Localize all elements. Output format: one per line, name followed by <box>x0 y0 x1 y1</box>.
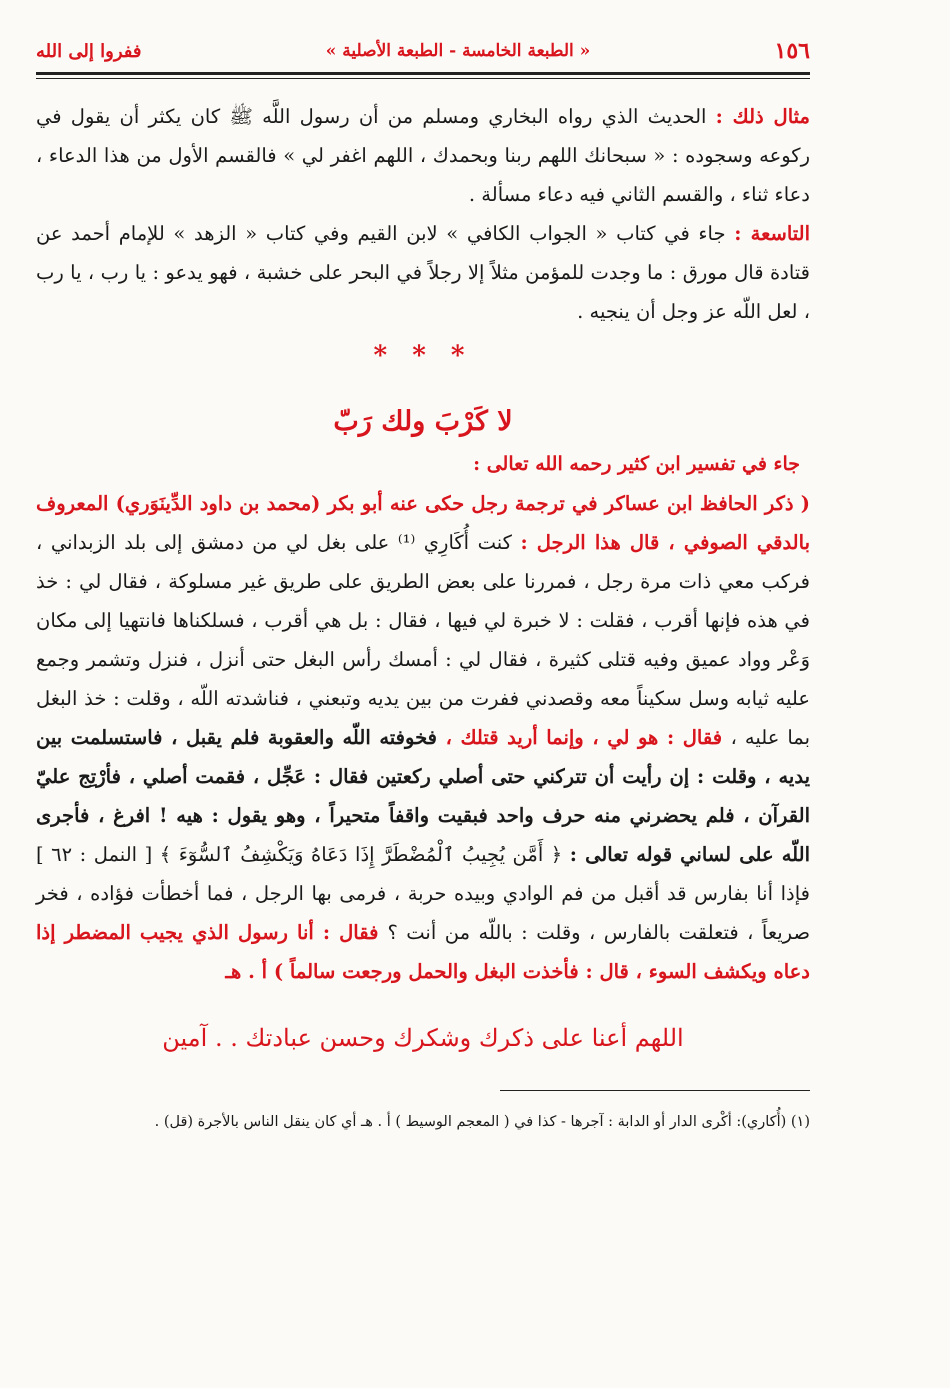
quran-verse: ﴿ أَمَّن يُجِيبُ ٱلْمُضْطَرَّ إِذَا دَعَاهُ وَيَكْشِفُ ٱلسُّوٓءَ ﴾ [ النمل : ٦٢ ] <box>36 843 570 866</box>
example-paragraph <box>36 97 810 214</box>
example-label: مثال ذلك : <box>715 105 810 128</box>
book-title: ففروا إلى الله <box>36 40 142 62</box>
header-rule-thin <box>36 78 810 79</box>
page-number: ١٥٦ <box>774 38 810 64</box>
page-header <box>36 34 810 68</box>
ninth-text: جاء في كتاب « الجواب الكافي » لابن القيم وفي كتاب « الزهد » للإمام أحمد عن قتادة قال مورق : ما وجدت للمؤمن مثلاً إلا رجلاً في البحر على خشبة ، فهو يدعو : يا رب ، يا رب ، لعل اللّه عز وجل أن ينجيه . <box>36 222 810 323</box>
footnote-rule <box>500 1090 810 1091</box>
story-text: كنت أُكَارِي ⁽¹⁾ على بغل لي من دمشق إلى بلد الزبداني ، فركب معي ذات مرة رجل ، فمررنا على بعض الطريق على طريق غير مسلوكة ، فقال لي : خذ في هذه فإنها أقرب ، فقلت : لا خبرة لي فيها ، فقال : بل هي أقرب ، فسلكناها فانتهيا إلى مكان وَعْر وواد عميق وفيه قتلى كثيرة ، فقال لي : أمسك رأس البغل حتى أنزل ، فنزل وتشمر وجمع عليه ثيابه وسل سكيناً معه وقصدني ففرت من بين يديه وتبعني ، فناشدته اللّه ، وقلت : خذ البغل بما عليه ، <box>36 531 810 749</box>
separator-stars: * * * <box>373 341 473 371</box>
footnote: (١) (أُكاري): أكْرى الدار أو الدابة : آجرها - كذا في ( المعجم الوسيط ) أ . هـ أي كان ينقل الناس بالأجرة (قل) . <box>154 1114 810 1130</box>
story-text-continued: فإذا أنا بفارس قد أقبل من فم الوادي وبيده حربة ، فرمى بها الرجل ، فما أخطأت فؤاده ، فخر صريعاً ، فتعلقت بالفارس ، وقلت : باللّه من أنت ؟ <box>36 882 810 944</box>
section-title: لا كَرْبَ ولك رَبّ <box>333 406 513 437</box>
main-text <box>36 97 810 1142</box>
ninth-label: التاسعة : <box>734 222 811 245</box>
section-intro: جاء في تفسير ابن كثير رحمه الله تعالى : <box>473 453 800 475</box>
story-red-ending: فقال : أنا رسول الذي يجيب المضطر إذا دعاه ويكشف السوء ، قال : فأخذت البغل والحمل ورجعت سالماً ) أ . هـ <box>36 921 810 983</box>
edition-label: « الطبعة الخامسة - الطبعة الأصلية » <box>325 41 591 61</box>
example-text: الحديث الذي رواه البخاري ومسلم من أن رسول اللَّه ﷺ كان يكثر أن يقول في ركوعه وسجوده : « سبحانك اللهم ربنا وبحمدك ، اللهم اغفر لي » فالقسم الأول من هذا الدعاء ، دعاء ثناء ، والقسم الثاني فيه دعاء مسألة . <box>36 105 810 206</box>
story-bold-text: فخوفته اللّه والعقوبة فلم يقبل ، فاستسلمت بين يديه ، وقلت : إن رأيت أن تتركني حتى أصلي ركعتين فقال : عَجِّل ، فقمت أصلي ، فأرْتِج عليّ القرآن ، فلم يحضرني منه حرف واحد فبقيت واقفاً متحيراً ، وهو يقول : هيه ! افرغ ، فأجرى اللّه على لساني قوله تعالى : <box>36 726 810 866</box>
book-page <box>36 34 810 1364</box>
ninth-paragraph <box>36 214 810 331</box>
story-red-quote: فقال : هو لي ، وإنما أريد قتلك ، <box>445 726 731 749</box>
story-red-opening: ( ذكر الحافظ ابن عساكر في ترجمة رجل حكى عنه أبو بكر (محمد بن داود الدِّينَوَري) المعروف بالدقي الصوفي ، قال هذا الرجل : <box>36 492 810 554</box>
header-rule-thick <box>36 72 810 75</box>
story-paragraph <box>36 484 810 991</box>
closing-prayer: اللهم أعنا على ذكرك وشكرك وحسن عبادتك . . آمين <box>162 1024 684 1052</box>
